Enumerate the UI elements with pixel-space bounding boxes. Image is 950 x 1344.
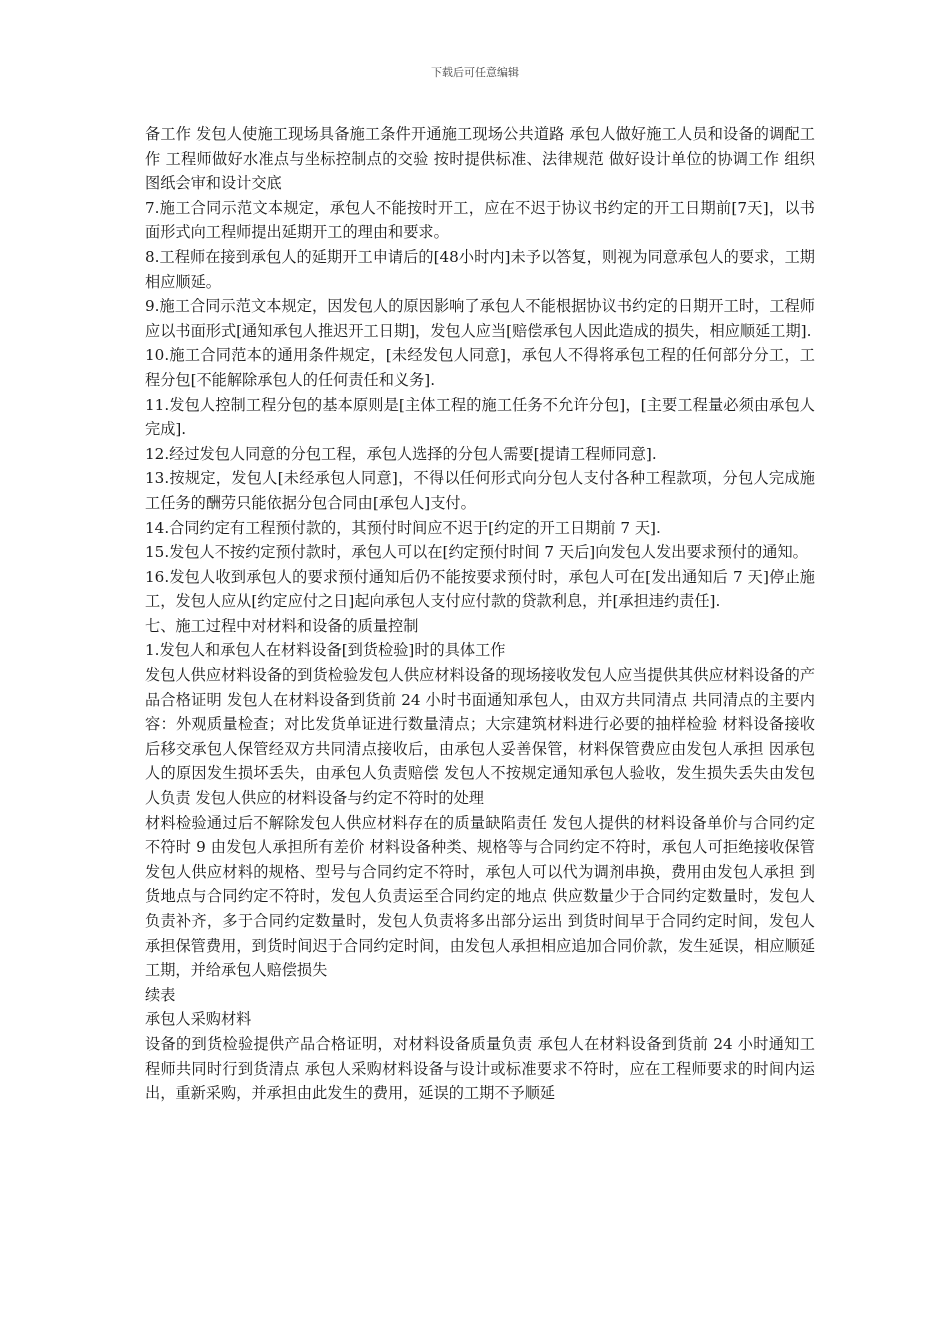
paragraph-material-inspection: 材料检验通过后不解除发包人供应材料存在的质量缺陷责任 发包人提供的材料设备单价与合同约定不符时 9 由发包人承担所有差价 材料设备种类、规格等与合同约定不符时，承包人可拒绝接收保管 发包人供应材料的规格、型号与合同约定不符时，承包人可以代为调剂串换，费用由发包人承担 到货地点与合同约定不符时，发包人负责运至合同约定的地点 供应数量少于合同约定数量时，发包人负责补齐，多于合同约定数量时，发包人负责将多出部分运出 到货时间早于合同约定时间，发包人承担保管费用，到货时间迟于合同约定时间，由发包人承担相应追加合同价款，发生延误，相应顺延工期，并给承包人赔偿损失 [145,813,815,980]
paragraph-item-12: 12.经过发包人同意的分包工程，承包人选择的分包人需要[提请工程师同意]. [145,444,657,463]
table-continued-label: 续表 [145,985,176,1004]
paragraph-item-9: 9.施工合同示范文本规定，因发包人的原因影响了承包人不能根据协议书约定的日期开工时，工程师应以书面形式[通知承包人推迟开工日期]，发包人应当[赔偿承包人因此造成的损失，相应顺延工期]. [145,297,815,340]
paragraph-contractor-purchase-heading: 承包人采购材料 [145,1010,252,1029]
paragraph-item-14: 14.合同约定有工程预付款的，其预付时间应不迟于[约定的开工日期前 7 天]. [145,518,661,537]
paragraph-item-7: 7.施工合同示范文本规定，承包人不能按时开工，应在不迟于协议书约定的开工日期前[7天]，以书面形式向工程师提出延期开工的理由和要求。 [145,198,815,242]
paragraph-item-13: 13.按规定，发包人[未经承包人同意]，不得以任何形式向分包人支付各种工程款项，分包人完成施工任务的酬劳只能依据分包合同由[承包人]支付。 [145,469,815,512]
paragraph-owner-supplied-materials: 发包人供应材料设备的到货检验发包人供应材料设备的现场接收发包人应当提供其供应材料设备的产品合格证明 发包人在材料设备到货前 24 小时书面通知承包人，由双方共同清点 共同清点的主要内容：外观质量检查；对比发货单证进行数量清点；大宗建筑材料进行必要的抽样检验 材料设备接收后移交承包人保管经双方共同清点接收后，由承包人妥善保管，材料保管费应由发包人承担 因承包人的原因发生损坏丢失，由承包人负责赔偿 发包人不按规定通知承包人验收，发生损失丢失由发包人负责 发包人供应的材料设备与约定不符时的处理 [145,666,815,808]
paragraph-item-16: 16.发包人收到承包人的要求预付通知后仍不能按要求预付时，承包人可在[发出通知后 7 天]停止施工，发包人应从[约定应付之日]起向承包人支付应付款的贷款利息，并[承担违约责任]. [145,567,815,611]
paragraph-item-11: 11.发包人控制工程分包的基本原则是[主体工程的施工任务不允许分包]，[主要工程量必须由承包人完成]. [145,395,815,439]
paragraph-preparation-work: 备工作 发包人使施工现场具备施工条件开通施工现场公共道路 承包人做好施工人员和设备的调配工作 工程师做好水准点与坐标控制点的交验 按时提供标准、法律规范 做好设计单位的协调工作 组织图纸会审和设计交底 [145,125,815,193]
section-heading-7: 七、施工过程中对材料和设备的质量控制 [145,616,419,635]
paragraph-item-8: 8.工程师在接到承包人的延期开工申请后的[48小时内]未予以答复，则视为同意承包人的要求，工期相应顺延。 [145,247,815,291]
paragraph-item-10: 10.施工合同范本的通用条件规定，[未经发包人同意]，承包人不得将承包工程的任何部分分工，工程分包[不能解除承包人的任何责任和义务]. [145,346,815,389]
paragraph-item-15: 15.发包人不按约定预付款时，承包人可以在[约定预付时间 7 天后]向发包人发出要求预付的通知。 [145,543,808,562]
page-header: 下载后可任意编辑 [431,66,519,79]
paragraph-contractor-purchase: 设备的到货检验提供产品合格证明，对材料设备质量负责 承包人在材料设备到货前 24 小时通知工程师共同时行到货清点 承包人采购材料设备与设计或标准要求不符时，应在工程师要求的时间内运出，重新采购，并承担由此发生的费用，延误的工期不予顺延 [145,1034,815,1103]
subheading-1: 1.发包人和承包人在材料设备[到货检验]时的具体工作 [145,641,506,660]
document-body [145,122,815,1106]
